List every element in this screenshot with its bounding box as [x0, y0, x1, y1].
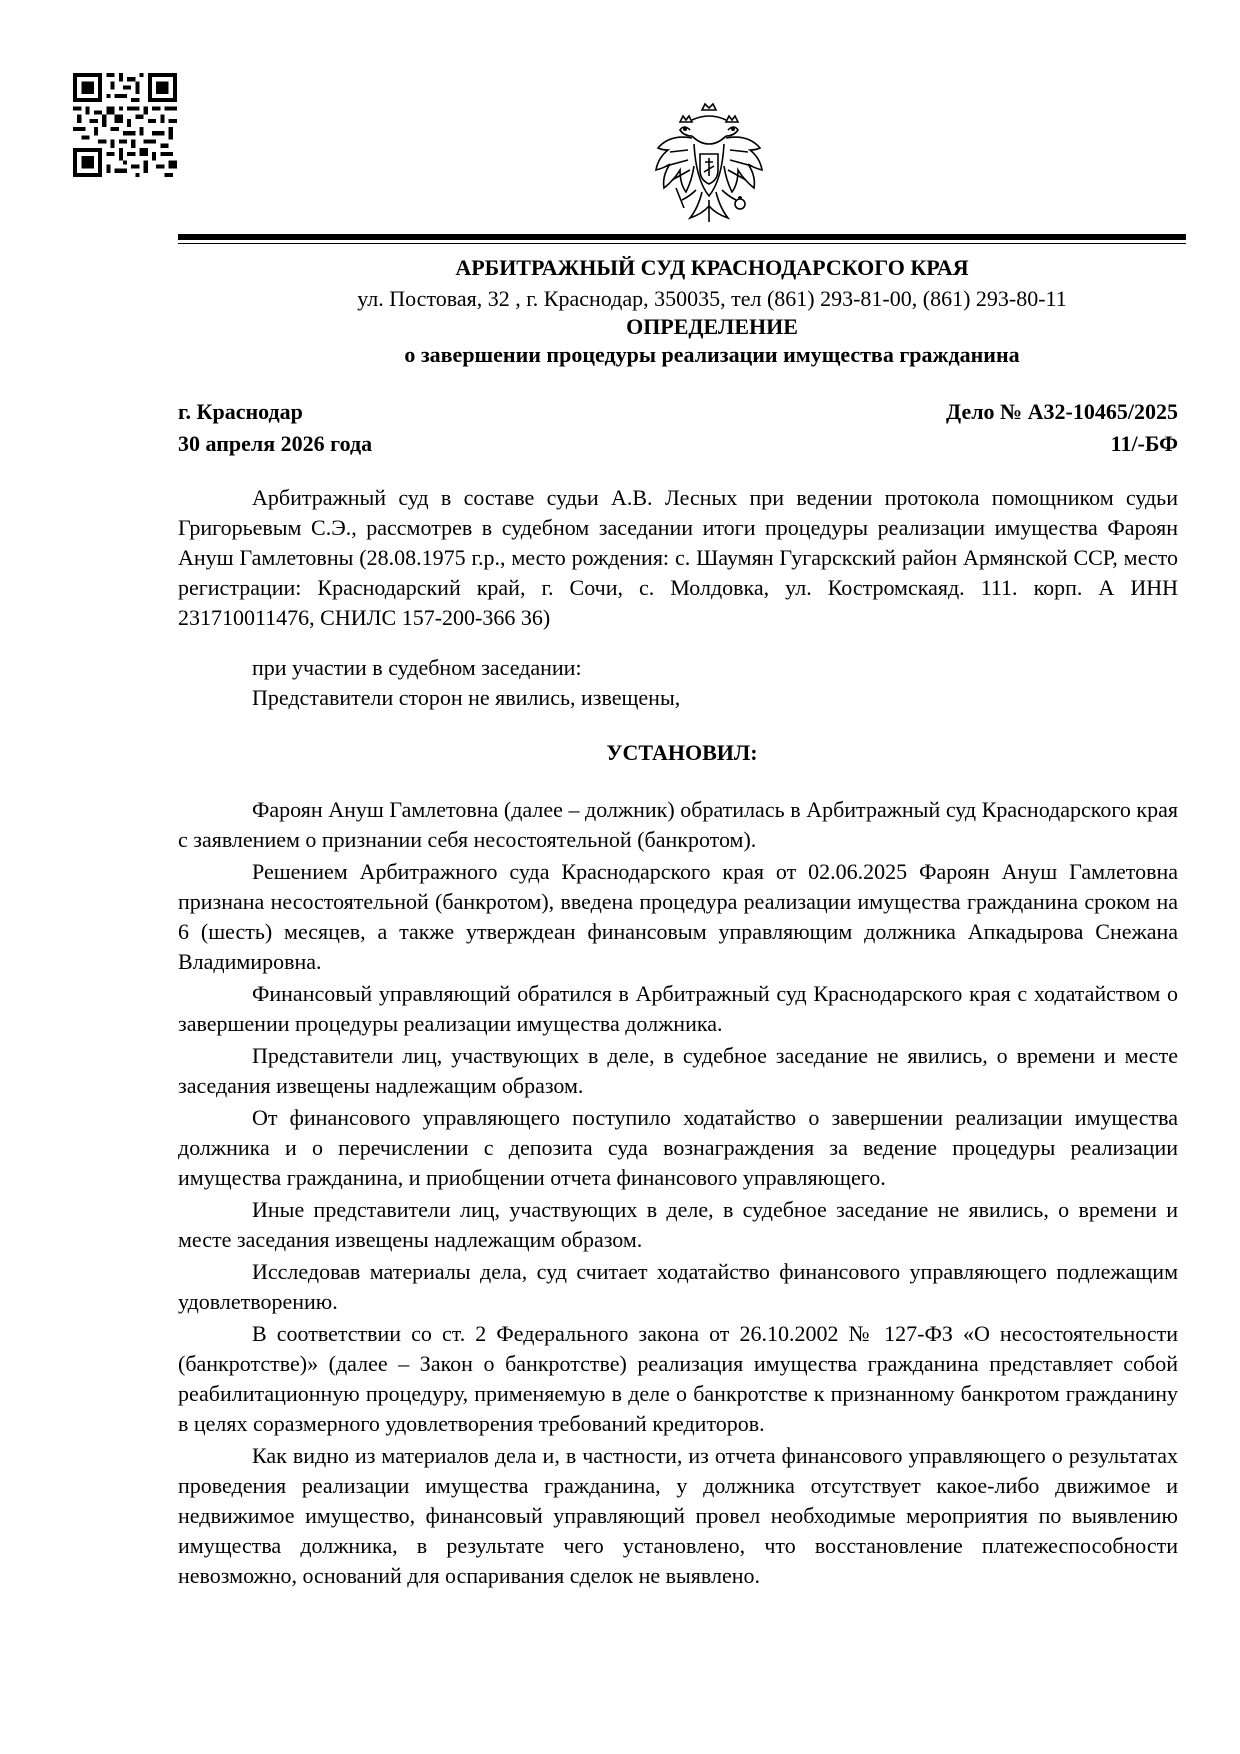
court-name: АРБИТРАЖНЫЙ СУД КРАСНОДАРСКОГО КРАЯ: [455, 255, 969, 280]
participation-block: [252, 653, 680, 713]
paragraph: Исследовав материалы дела, суд считает ходатайство финансового управляющего подлежащим удовлетворению.: [178, 1259, 1178, 1314]
qr-code-icon: [73, 73, 177, 177]
city: г. Краснодар: [178, 399, 303, 424]
paragraph: Представители лиц, участвующих в деле, в судебное заседание не явились, о времени и месте заседания извещены надлежащим образом.: [178, 1043, 1178, 1098]
case-suffix: 11/-БФ: [1110, 431, 1178, 456]
case-number: Дело № А32-10465/2025: [946, 399, 1178, 424]
participation-line-2: Представители сторон не явились, извещены,: [252, 685, 681, 710]
court-address: ул. Постовая, 32 , г. Краснодар, 350035, тел (861) 293-81-00, (861) 293-80-11: [357, 286, 1067, 311]
document-subject: о завершении процедуры реализации имущества гражданина: [404, 342, 1020, 367]
header-rule-thick: [178, 234, 1186, 240]
document-date: 30 апреля 2026 года: [178, 431, 373, 456]
document-type: ОПРЕДЕЛЕНИЕ: [626, 314, 798, 339]
paragraph: В соответствии со ст. 2 Федерального закона от 26.10.2002 № 127-ФЗ «О несостоятельности (банкротстве)» (далее – Закон о банкротстве) реализация имущества гражданина представляет собой реабилитационную процедуру, применяемую в деле о банкротстве к признанному банкротом гражданину в целях соразмерного удовлетворения требований кредиторов.: [178, 1321, 1178, 1436]
intro-block: [178, 483, 1178, 633]
meta-right: [800, 396, 1178, 460]
paragraph: Фароян Ануш Гамлетовна (далее – должник) обратилась в Арбитражный суд Краснодарского края с заявлением о признании себя несостоятельной (банкротом).: [178, 797, 1178, 852]
paragraph: Иные представители лиц, участвующих в деле, в судебное заседание не явились, о времени и месте заседания извещены надлежащим образом.: [178, 1197, 1178, 1252]
participation-line-1: при участии в судебном заседании:: [252, 655, 582, 680]
paragraph: Как видно из материалов дела и, в частности, из отчета финансового управляющего о результатах проведения реализации имущества гражданина, у должника отсутствует какое-либо движимое и недвижимое имущество, финансовый управляющий провел необходимые мероприятия по выявлению имущества должника, в результате чего установлено, что восстановление платежеспособности невозможно, оснований для оспаривания сделок не выявлено.: [178, 1443, 1178, 1588]
intro-paragraph: Арбитражный суд в составе судьи А.В. Лесных при ведении протокола помощником судьи Григорьевым С.Э., рассмотрев в судебном заседании итоги процедуры реализации имущества Фароян Ануш Гамлетовны (28.08.1975 г.р., место рождения: с. Шаумян Гугарскский район Армянской ССР, место регистрации: Краснодарский край, г. Сочи, с. Молдовка, ул. Костромскаяд. 111. корп. А ИНН 231710011476, СНИЛС 157-200-366 36): [178, 485, 1178, 630]
double-headed-eagle-icon: [650, 100, 768, 230]
paragraph: Решением Арбитражного суда Краснодарского края от 02.06.2025 Фароян Ануш Гамлетовна признана несостоятельной (банкротом), введена процедура реализации имущества гражданина сроком на 6 (шесть) месяцев, а также утверждеан финансовым управляющим должника Апкадырова Снежана Владимировна.: [178, 859, 1178, 974]
section-heading: УСТАНОВИЛ:: [606, 740, 758, 765]
qr-code: [73, 73, 177, 177]
body-text: [178, 795, 1178, 1593]
paragraph: От финансового управляющего поступило ходатайство о завершении реализации имущества должника и о перечислении с депозита суда вознаграждения за ведение процедуры реализации имущества гражданина, и приобщении отчета финансового управляющего.: [178, 1105, 1178, 1190]
coat-of-arms-emblem: [650, 100, 768, 230]
meta-left: [178, 396, 372, 460]
paragraph: Финансовый управляющий обратился в Арбитражный суд Краснодарского края с ходатайством о завершении процедуры реализации имущества должника.: [178, 981, 1178, 1036]
header-rule-thin: [178, 243, 1186, 244]
